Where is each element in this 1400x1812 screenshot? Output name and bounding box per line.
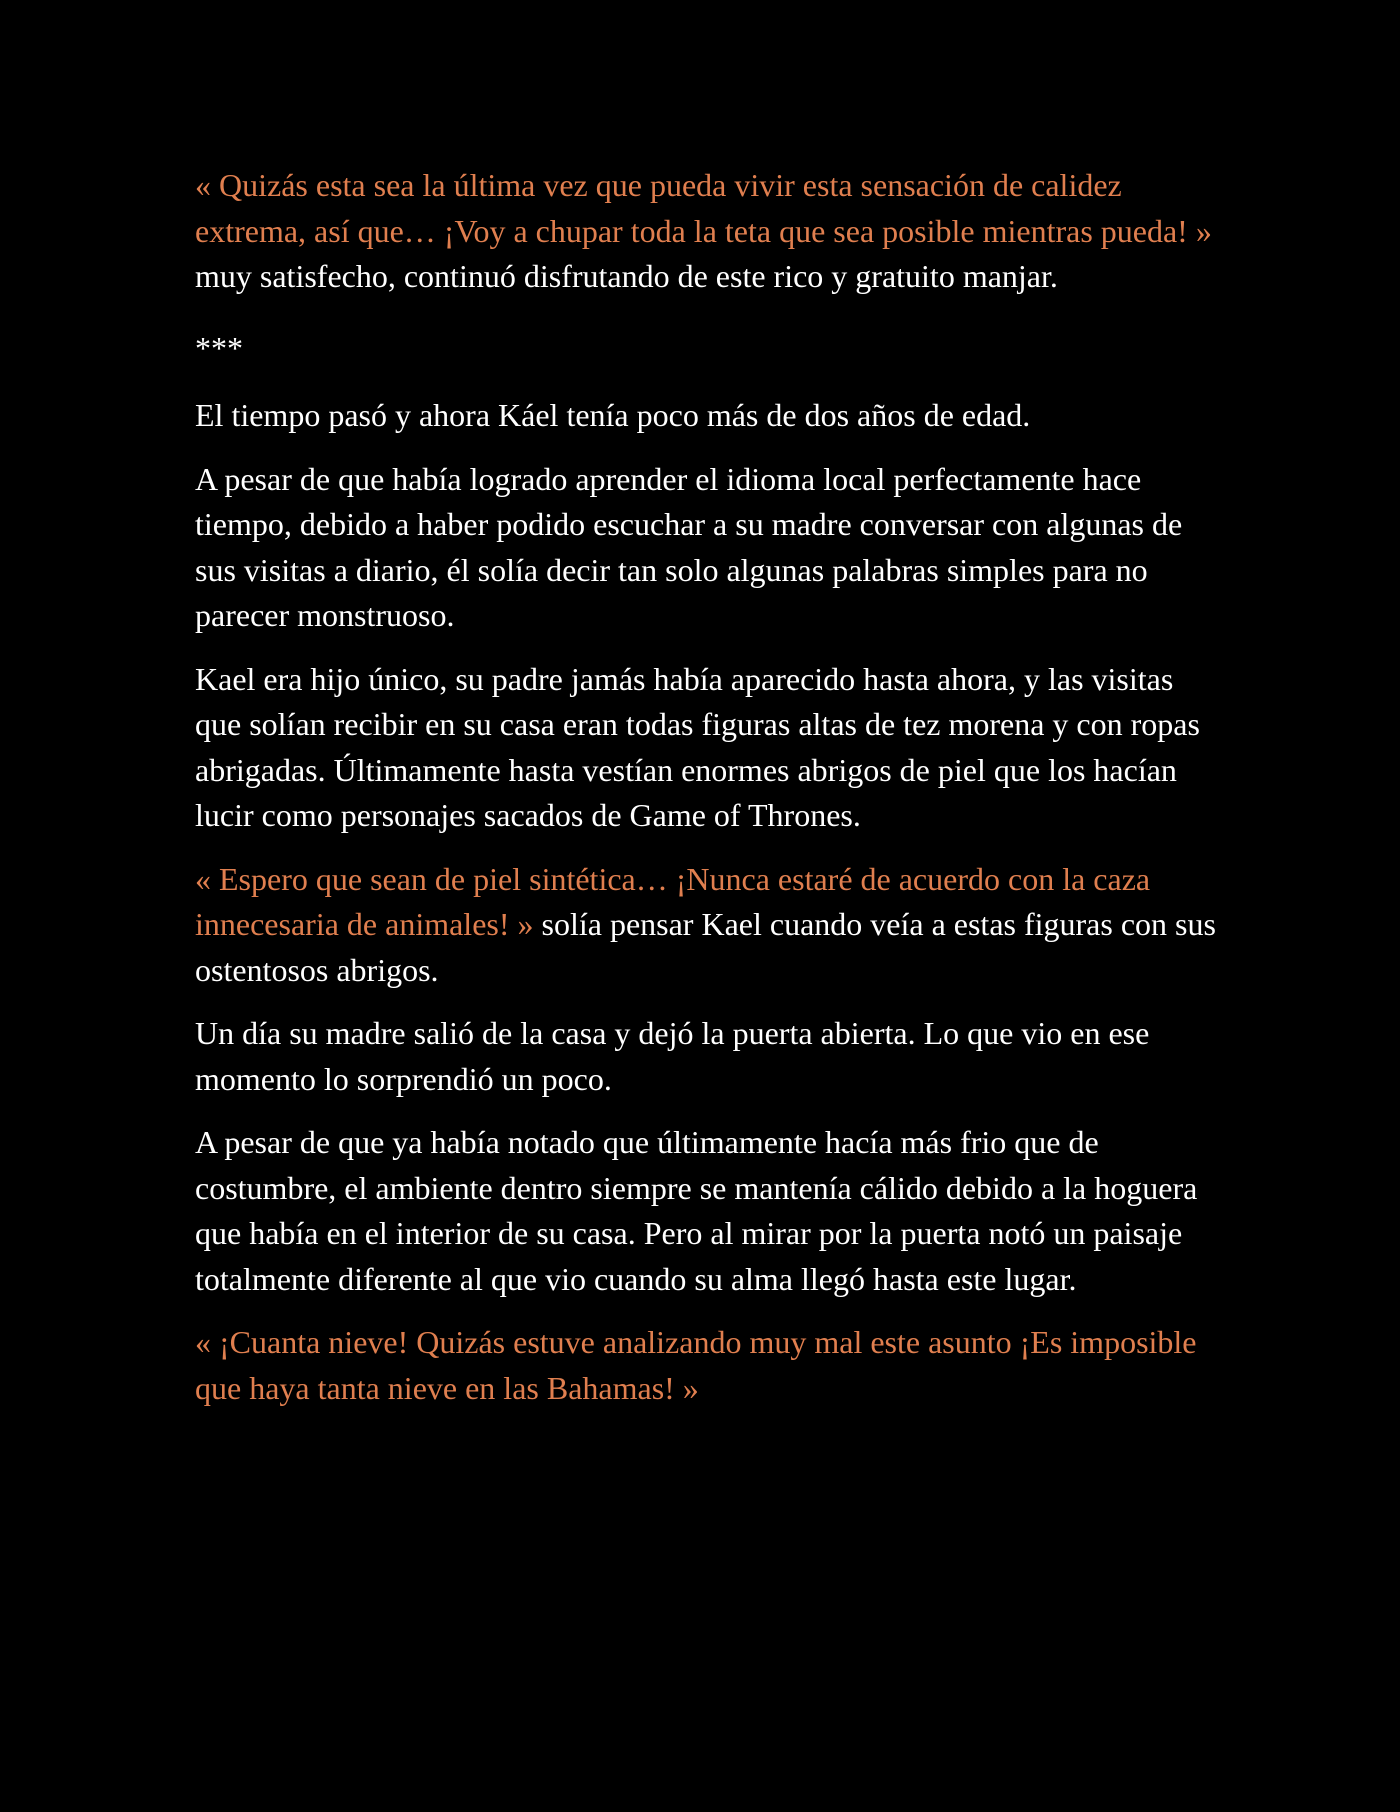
narration: muy satisfecho, continuó disfrutando de este rico y gratuito manjar. xyxy=(195,258,1058,294)
narration: solía pensar Kael cuando veía a estas figuras con sus ostentosos abrigos. xyxy=(195,906,1216,988)
narration: A pesar de que ya había notado que últimamente hacía más frio que de costumbre, el ambiente dentro siempre se mantenía cálido debido a la hoguera que había en el interior de su casa. Pero al mirar por la puerta notó un paisaje totalmente diferente al que vio cuando su alma llegó hasta este lugar. xyxy=(195,1124,1198,1297)
inner-thought: « Quizás esta sea la última vez que pueda vivir esta sensación de calidez extrema, así que… ¡Voy a chupar toda la teta que sea posible mientras pueda! » xyxy=(195,167,1212,249)
paragraph-4 xyxy=(195,657,1225,839)
narration: Kael era hijo único, su padre jamás había aparecido hasta ahora, y las visitas que solían recibir en su casa eran todas figuras altas de tez morena y con ropas abrigadas. Últimamente hasta vestían enormes abrigos de piel que los hacían lucir como personajes sacados de Game of Thrones. xyxy=(195,660,1200,833)
paragraph-2 xyxy=(195,393,1225,439)
inner-thought: « Espero que sean de piel sintética… ¡Nunca estaré de acuerdo con la caza innecesaria de animales! » xyxy=(195,860,1151,942)
narration: A pesar de que había logrado aprender el idioma local perfectamente hace tiempo, debido a haber podido escuchar a su madre conversar con algunas de sus visitas a diario, él solía decir tan solo algunas palabras simples para no parecer monstruoso. xyxy=(195,460,1183,633)
paragraph-7 xyxy=(195,1120,1225,1302)
paragraph-1 xyxy=(195,163,1225,300)
paragraph-8 xyxy=(195,1320,1225,1411)
paragraph-5 xyxy=(195,857,1225,994)
narration: El tiempo pasó y ahora Káel tenía poco más de dos años de edad. xyxy=(195,397,1031,433)
inner-thought: « ¡Cuanta nieve! Quizás estuve analizando muy mal este asunto ¡Es imposible que haya tanta nieve en las Bahamas! » xyxy=(195,1324,1197,1406)
narration: Un día su madre salió de la casa y dejó la puerta abierta. Lo que vio en ese momento lo sorprendió un poco. xyxy=(195,1015,1150,1097)
paragraph-6 xyxy=(195,1011,1225,1102)
scene-separator: *** xyxy=(195,329,243,366)
document-body xyxy=(195,163,1225,1429)
paragraph-3 xyxy=(195,457,1225,639)
